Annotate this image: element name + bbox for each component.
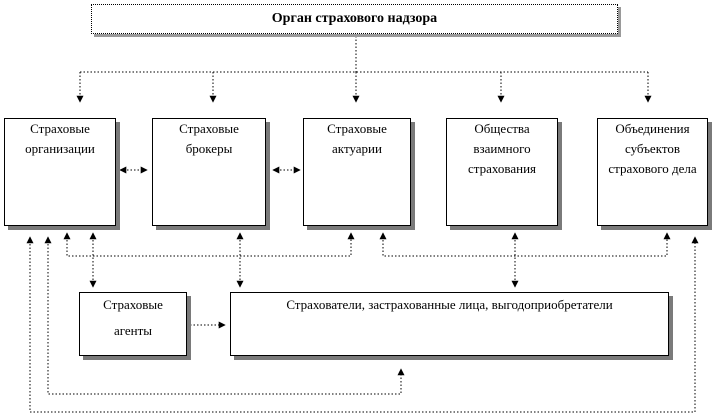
policyholders-label: Страхователи, застрахованные лица, выгодоприобретатели [286, 297, 613, 312]
brokers-line-1: Страховые [179, 121, 239, 136]
brokers-line-2: брокеры [185, 141, 233, 156]
actuaries-line-1: Страховые [327, 121, 387, 136]
associations-box [597, 118, 708, 226]
mutual-line-1: Общества [474, 121, 530, 136]
mutual-line-2: взаимного [473, 141, 531, 156]
policyholders-box [230, 292, 669, 356]
agents-line-2: агенты [113, 323, 153, 338]
associations-line-2: субъектов [624, 141, 680, 156]
mutual-line-3: страхования [467, 161, 536, 176]
insurers-box [4, 118, 116, 226]
brokers-box [152, 118, 266, 226]
actuaries-associations-link [383, 233, 667, 256]
actuaries-box [303, 118, 411, 226]
associations-line-3: страхового дела [608, 161, 697, 176]
associations-line-1: Объединения [615, 121, 690, 136]
insurers-line-2: организации [25, 141, 95, 156]
insurers-line-1: Страховые [30, 121, 90, 136]
agents-box [79, 292, 187, 356]
agents-line-1: Страховые [103, 297, 163, 312]
actuaries-line-2: актуарии [332, 141, 382, 156]
supervisory-authority-box [91, 4, 618, 34]
supervisory-authority-title: Орган страхового надзора [271, 11, 438, 26]
insurers-actuaries-link [67, 233, 351, 256]
mutual-insurance-box [446, 118, 558, 226]
